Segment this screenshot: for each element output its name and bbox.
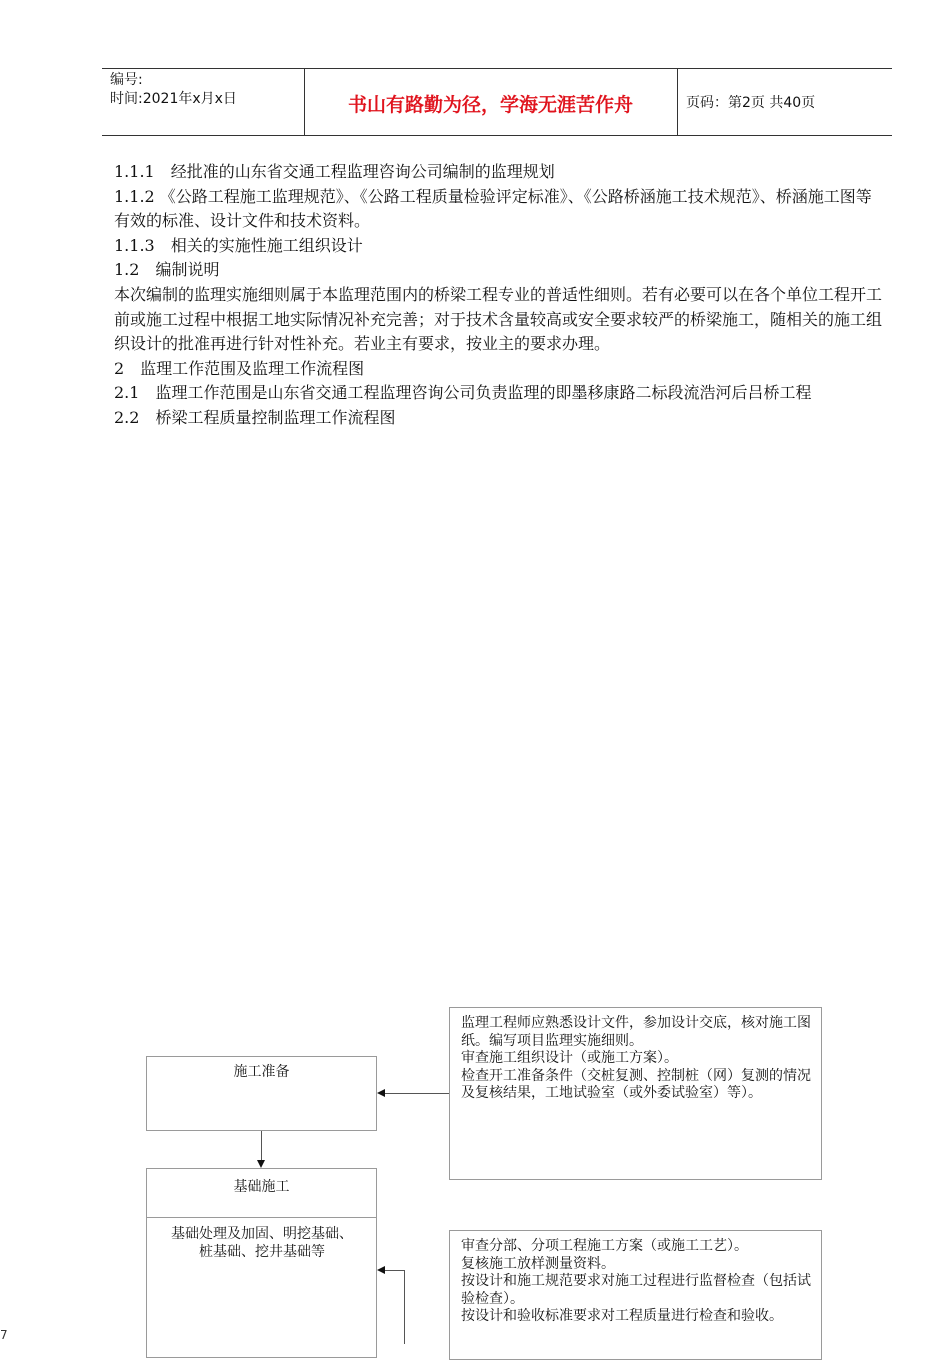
header-bottom-rule	[102, 135, 892, 136]
note-line: 审查分部、分项工程施工方案（或施工工艺）。	[461, 1238, 748, 1254]
page-edge-mark: 7	[0, 1328, 8, 1342]
paragraph: 2.1 监理工作范围是山东省交通工程监理咨询公司负责监理的即墨移康路二标段流浩河后吕桥工程	[114, 383, 812, 403]
paragraph: 2 监理工作范围及监理工作流程图	[114, 358, 365, 378]
flow-label-construction-prep: 施工准备	[233, 1064, 290, 1080]
connector-note1-to-prep	[384, 1093, 449, 1094]
note-line: 按设计和施工规范要求对施工过程进行监督检查（包括试验检查）。	[461, 1273, 811, 1307]
paragraph: 1.1.3 相关的实施性施工组织设计	[114, 235, 363, 255]
flow-label-foundation: 基础施工	[233, 1179, 290, 1195]
arrowhead-down-icon	[257, 1160, 265, 1168]
doc-time-label: 时间:2021年x月x日	[110, 91, 237, 107]
foundation-detail: 基础处理及加固、明挖基础、桩基础、挖井基础等	[171, 1226, 353, 1260]
document-body	[114, 160, 886, 431]
header-top-rule	[102, 68, 892, 69]
note-line: 监理工程师应熟悉设计文件，参加设计交底，核对施工图纸。编写项目监理实施细则。	[461, 1015, 811, 1049]
arrowhead-left-icon	[377, 1089, 385, 1097]
paragraph: 1.2 编制说明	[114, 260, 220, 280]
flow-box-foundation	[146, 1168, 377, 1358]
note-line: 按设计和验收标准要求对工程质量进行检查和验收。	[461, 1308, 783, 1324]
paragraph: 1.1.1 经批准的山东省交通工程监理咨询公司编制的监理规划	[114, 162, 555, 181]
arrowhead-left-icon	[377, 1266, 385, 1274]
connector-prep-to-foundation	[261, 1131, 262, 1160]
note-line: 检查开工准备条件（交桩复测、控制桩（网）复测的情况及复核结果，工地试验室（或外委试验室）等）。	[461, 1067, 811, 1101]
note-line: 复核施工放样测量资料。	[461, 1255, 615, 1272]
connector-note2-vertical	[404, 1270, 405, 1344]
flow-note-1	[461, 1015, 813, 1103]
header-motto: 书山有路勤为径，学海无涯苦作舟	[347, 94, 633, 116]
paragraph: 本次编制的监理实施细则属于本监理范围内的桥梁工程专业的普适性细则。若有必要可以在各个单位工程开工前或施工过程中根据工地实际情况补充完善；对于技术含量较高或安全要求较严的桥梁施工，随相关的施工组织设计的批准再进行针对性补充。若业主有要求，按业主的要求办理。	[114, 284, 883, 354]
connector-note2-to-foundation	[384, 1270, 405, 1271]
flow-note-2	[461, 1238, 813, 1326]
note-line: 审查施工组织设计（或施工方案）。	[461, 1050, 678, 1066]
page-info: 页码：第2页 共40页	[686, 95, 816, 111]
paragraph: 2.2 桥梁工程质量控制监理工作流程图	[114, 407, 396, 427]
doc-number-label: 编号:	[110, 72, 143, 88]
header-divider-right	[677, 68, 678, 135]
foundation-box-divider	[146, 1217, 377, 1218]
paragraph: 1.1.2 《公路工程施工监理规范》、《公路工程质量检验评定标准》、《公路桥涵施工技术规范》、桥涵施工图等有效的标准、设计文件和技术资料。	[114, 186, 872, 231]
